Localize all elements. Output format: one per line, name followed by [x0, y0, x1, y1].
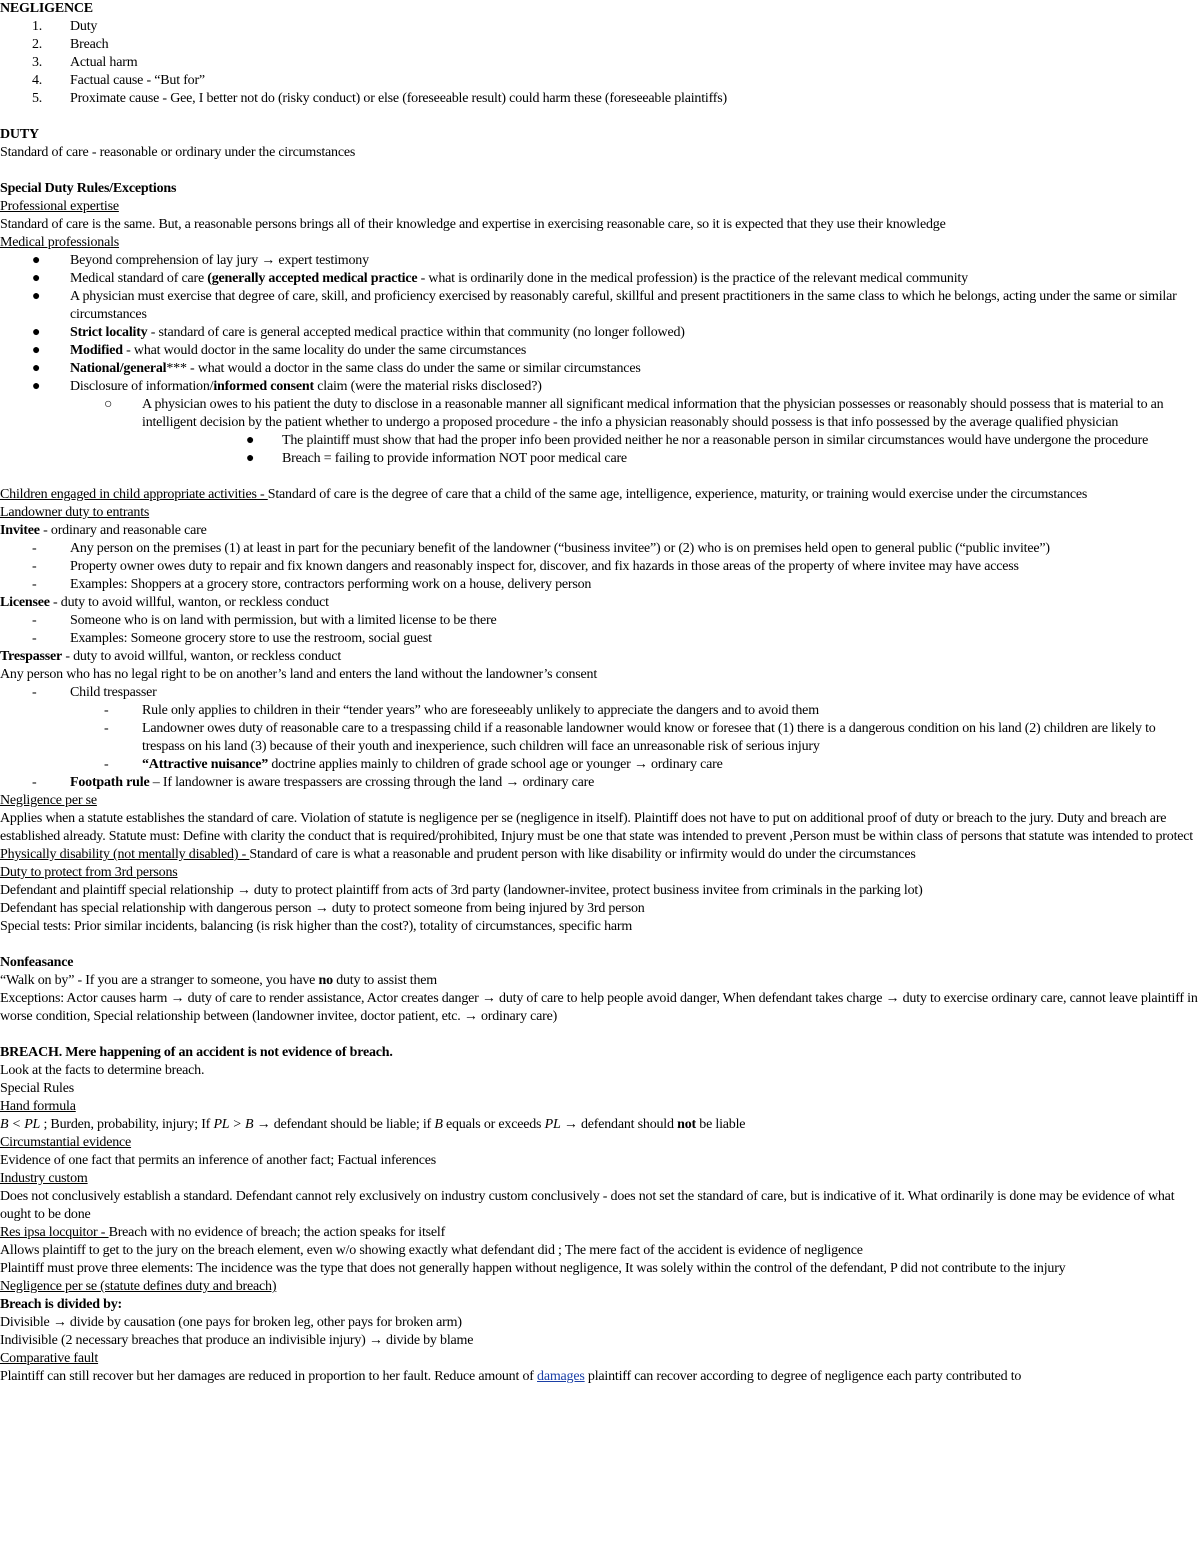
list-text: Modified - what would doctor in the same locality do under the same circumstances	[70, 343, 527, 358]
list-text: Duty	[70, 19, 98, 34]
children-label: Children engaged in child appropriate activities -	[0, 487, 268, 502]
breach-look: Look at the facts to determine breach.	[0, 1063, 205, 1078]
list-text: Any person on the premises (1) at least in part for the pecuniary benefit of the landowner (“business invitee”) or (2) who is on premises held open to general public (“public invitee”)	[70, 541, 1050, 556]
circumstantial-text: Evidence of one fact that permits an inference of another fact; Factual inferences	[0, 1153, 437, 1168]
list-text: Actual harm	[70, 55, 138, 70]
breach-heading: BREACH. Mere happening of an accident is not evidence of breach.	[0, 1045, 393, 1060]
bullet-icon: ●	[32, 253, 41, 268]
list-item	[0, 288, 1198, 324]
list-item	[0, 558, 1198, 576]
licensee-line: Licensee - duty to avoid willful, wanton, or reckless conduct	[0, 595, 329, 610]
list-item	[0, 72, 1198, 90]
res-ipsa-line-2: Plaintiff must prove three elements: The incidence was the type that does not generally happen without negligence, It was solely within the control of the defendant, P did not contribute to the injury	[0, 1261, 1066, 1276]
divisible-line: Divisible → divide by causation (one pays for broken leg, other pays for broken arm)	[0, 1315, 462, 1330]
list-text: Strict locality - standard of care is general accepted medical practice within that community (no longer followed)	[70, 325, 685, 340]
dash-marker: -	[32, 559, 37, 574]
list-item	[0, 18, 1198, 36]
dash-marker: -	[32, 775, 37, 790]
list-number: 2.	[32, 37, 43, 52]
hand-formula-line: B < PL ; Burden, probability, injury; If PL > B → defendant should be liable; if B equals or exceeds PL → defendant should not be liable	[0, 1117, 746, 1132]
list-item	[0, 270, 1198, 288]
list-number: 4.	[32, 73, 43, 88]
medical-label: Medical professionals	[0, 235, 120, 250]
list-text: Proximate cause - Gee, I better not do (risky conduct) or else (foreseeable result) could harm these (foreseeable plaintiffs)	[70, 91, 727, 106]
list-number: 5.	[32, 91, 43, 106]
circumstantial-label: Circumstantial evidence	[0, 1135, 132, 1150]
list-text: Medical standard of care (generally accepted medical practice - what is ordinarily done in the medical profession) is the practice of the relevant medical community	[70, 271, 968, 286]
hand-formula-label: Hand formula	[0, 1099, 76, 1114]
list-item	[0, 450, 1198, 468]
breach-special-rules: Special Rules	[0, 1081, 74, 1096]
list-item	[0, 684, 1198, 702]
perse-label: Negligence per se	[0, 793, 97, 808]
res-ipsa-line-1: Allows plaintiff to get to the jury on the breach element, even w/o showing exactly what defendant did ; The mere fact of the accident is evidence of negligence	[0, 1243, 863, 1258]
list-item	[0, 252, 1198, 270]
landowner-label: Landowner duty to entrants	[0, 505, 150, 520]
list-text: Examples: Someone grocery store to use the restroom, social guest	[70, 631, 432, 646]
duty-standard: Standard of care - reasonable or ordinary under the circumstances	[0, 145, 356, 160]
list-number: 3.	[32, 55, 43, 70]
list-text: Factual cause - “But for”	[70, 73, 205, 88]
trespasser-definition: Any person who has no legal right to be on another’s land and enters the land without the landowner’s consent	[0, 667, 598, 682]
special-heading: Special Duty Rules/Exceptions	[0, 181, 177, 196]
list-item	[0, 36, 1198, 54]
list-text: Someone who is on land with permission, but with a limited license to be there	[70, 613, 497, 628]
trespasser-line: Trespasser - duty to avoid willful, wanton, or reckless conduct	[0, 649, 342, 664]
negligence-elements-list	[0, 18, 1198, 108]
bullet-icon: ●	[32, 343, 41, 358]
res-ipsa-label: Res ipsa locquitor -	[0, 1225, 109, 1240]
list-item	[0, 324, 1198, 342]
dash-marker: -	[104, 757, 109, 772]
third-persons-line-1: Defendant and plaintiff special relationship → duty to protect plaintiff from acts of 3rd party (landowner-invitee, protect business invitee from criminals in the parking lot)	[0, 883, 923, 898]
list-text: Footpath rule – If landowner is aware trespassers are crossing through the land → ordinary care	[70, 775, 595, 790]
list-text: Breach	[70, 37, 109, 52]
dash-marker: -	[104, 703, 109, 718]
bullet-icon: ●	[32, 271, 41, 286]
list-text: Landowner owes duty of reasonable care to a trespassing child if a reasonable landowner would know or foresee that (1) there is a dangerous condition on his land (2) children are likely to trespass on his land (3) because of their youth and inexperience, such children will face an unreasonable risk of serious injury	[142, 721, 1156, 754]
list-text: Rule only applies to children in their “tender years” who are foreseeably unlikely to appreciate the dangers and to avoid them	[142, 703, 819, 718]
list-item	[0, 540, 1198, 558]
list-item	[0, 576, 1198, 594]
dash-marker: -	[32, 577, 37, 592]
list-item	[0, 630, 1198, 648]
perse-text: Applies when a statute establishes the standard of care. Violation of statute is negligence per se (negligence in itself). Plaintiff does not have to put on additional proof of duty or breach to the jury. Duty and breach are established already. Statute must: Define with clarity the conduct that is required/prohibited, Injury must be one that state was intended to prevent ,Person must be within class of persons that statute was intended to protect	[0, 811, 1193, 844]
children-text: Standard of care is the degree of care that a child of the same age, intelligence, experience, maturity, or training would exercise under the circumstances	[267, 487, 1088, 502]
walk-on-by-line: “Walk on by” - If you are a stranger to someone, you have no duty to assist them	[0, 973, 438, 988]
list-item	[0, 54, 1198, 72]
bullet-icon: ●	[32, 361, 41, 376]
list-item	[0, 378, 1198, 396]
list-item	[0, 342, 1198, 360]
list-item	[0, 612, 1198, 630]
res-ipsa-paragraph	[0, 1224, 1198, 1242]
indivisible-line: Indivisible (2 necessary breaches that produce an indivisible injury) → divide by blame	[0, 1333, 474, 1348]
list-text: “Attractive nuisance” doctrine applies mainly to children of grade school age or younger → ordinary care	[142, 757, 723, 772]
list-text: National/general*** - what would a doctor in the same class do under the same or similar circumstances	[70, 361, 641, 376]
bullet-icon: ●	[32, 289, 41, 304]
list-number: 1.	[32, 19, 43, 34]
dash-marker: -	[32, 613, 37, 628]
dash-marker: -	[32, 685, 37, 700]
list-text: A physician owes to his patient the duty to disclose in a reasonable manner all significant medical information that the physician possesses or reasonably should possess that is material to an intelligent decision by the patient whether to undergo a proposed procedure - the info a physician reasonably should possess is that info possessed by the average qualified physician	[142, 397, 1164, 430]
res-ipsa-text: Breach with no evidence of breach; the action speaks for itself	[108, 1225, 446, 1240]
list-text: The plaintiff must show that had the proper info been provided neither he nor a reasonable person in similar circumstances would have undergone the procedure	[282, 433, 1149, 448]
comparative-label: Comparative fault	[0, 1351, 99, 1366]
list-text: Property owner owes duty to repair and fix known dangers and reasonably inspect for, discover, and fix hazards in those areas of the property of where invitee may have access	[70, 559, 1019, 574]
list-item	[0, 360, 1198, 378]
list-text: Examples: Shoppers at a grocery store, contractors performing work on a house, delivery person	[70, 577, 592, 592]
disability-paragraph	[0, 846, 1198, 864]
negligence-heading: NEGLIGENCE	[0, 1, 93, 16]
dash-marker: -	[104, 721, 109, 736]
list-text: Disclosure of information/informed consent claim (were the material risks disclosed?)	[70, 379, 542, 394]
duty-heading: DUTY	[0, 127, 39, 142]
dash-marker: -	[32, 631, 37, 646]
list-item	[0, 756, 1198, 774]
third-persons-line-2: Defendant has special relationship with dangerous person → duty to protect someone from being injured by 3rd person	[0, 901, 645, 916]
disability-text: Standard of care is what a reasonable and prudent person with like disability or infirmity would do under the circumstances	[249, 847, 916, 862]
circle-bullet-icon: ○	[104, 397, 113, 412]
list-item	[0, 774, 1198, 792]
professional-text: Standard of care is the same. But, a reasonable persons brings all of their knowledge and expertise in exercising reasonable care, so it is expected that they use their knowledge	[0, 217, 946, 232]
divided-heading: Breach is divided by:	[0, 1297, 122, 1312]
breach-perse-label: Negligence per se (statute defines duty and breach)	[0, 1279, 277, 1294]
medical-list	[0, 252, 1198, 468]
list-item	[0, 396, 1198, 432]
list-item	[0, 702, 1198, 720]
list-item	[0, 90, 1198, 108]
hand-formula-expression: B < PL	[0, 1117, 41, 1132]
list-text: Breach = failing to provide information NOT poor medical care	[282, 451, 627, 466]
industry-label: Industry custom	[0, 1171, 88, 1186]
industry-text: Does not conclusively establish a standard. Defendant cannot rely exclusively on industry custom conclusively - does not set the standard of care, but is indicative of it. What ordinarily is done may be evidence of what ought to be done	[0, 1189, 1175, 1222]
comparative-text: Plaintiff can still recover but her damages are reduced in proportion to her fault. Reduce amount of damages plaintiff can recover according to degree of negligence each party contributed to	[0, 1369, 1022, 1384]
list-text: Child trespasser	[70, 685, 157, 700]
dash-marker: -	[32, 541, 37, 556]
third-persons-label: Duty to protect from 3rd persons	[0, 865, 178, 880]
list-item	[0, 720, 1198, 756]
list-item	[0, 432, 1198, 450]
bullet-icon: ●	[32, 325, 41, 340]
bullet-icon: ●	[246, 451, 255, 466]
damages-link[interactable]: damages	[537, 1369, 585, 1384]
list-text: A physician must exercise that degree of care, skill, and proficiency exercised by reasonably careful, skillful and present practitioners in the same class to which he belongs, acting under the same or similar circumstances	[70, 289, 1177, 322]
nonfeasance-heading: Nonfeasance	[0, 955, 74, 970]
bullet-icon: ●	[32, 379, 41, 394]
nonfeasance-exceptions: Exceptions: Actor causes harm → duty of care to render assistance, Actor creates danger → duty of care to help people avoid danger, When defendant takes charge → duty to exercise ordinary care, cannot leave plaintiff in worse condition, Special relationship between (landowner invitee, doctor patient, etc. → ordinary care)	[0, 991, 1198, 1024]
third-persons-line-3: Special tests: Prior similar incidents, balancing (is risk higher than the cost?), totality of circumstances, specific harm	[0, 919, 633, 934]
children-paragraph	[0, 486, 1198, 504]
bullet-icon: ●	[246, 433, 255, 448]
disability-label: Physically disability (not mentally disabled) -	[0, 847, 250, 862]
invitee-line: Invitee - ordinary and reasonable care	[0, 523, 207, 538]
professional-label: Professional expertise	[0, 199, 119, 214]
list-text: Beyond comprehension of lay jury → expert testimony	[70, 253, 369, 268]
